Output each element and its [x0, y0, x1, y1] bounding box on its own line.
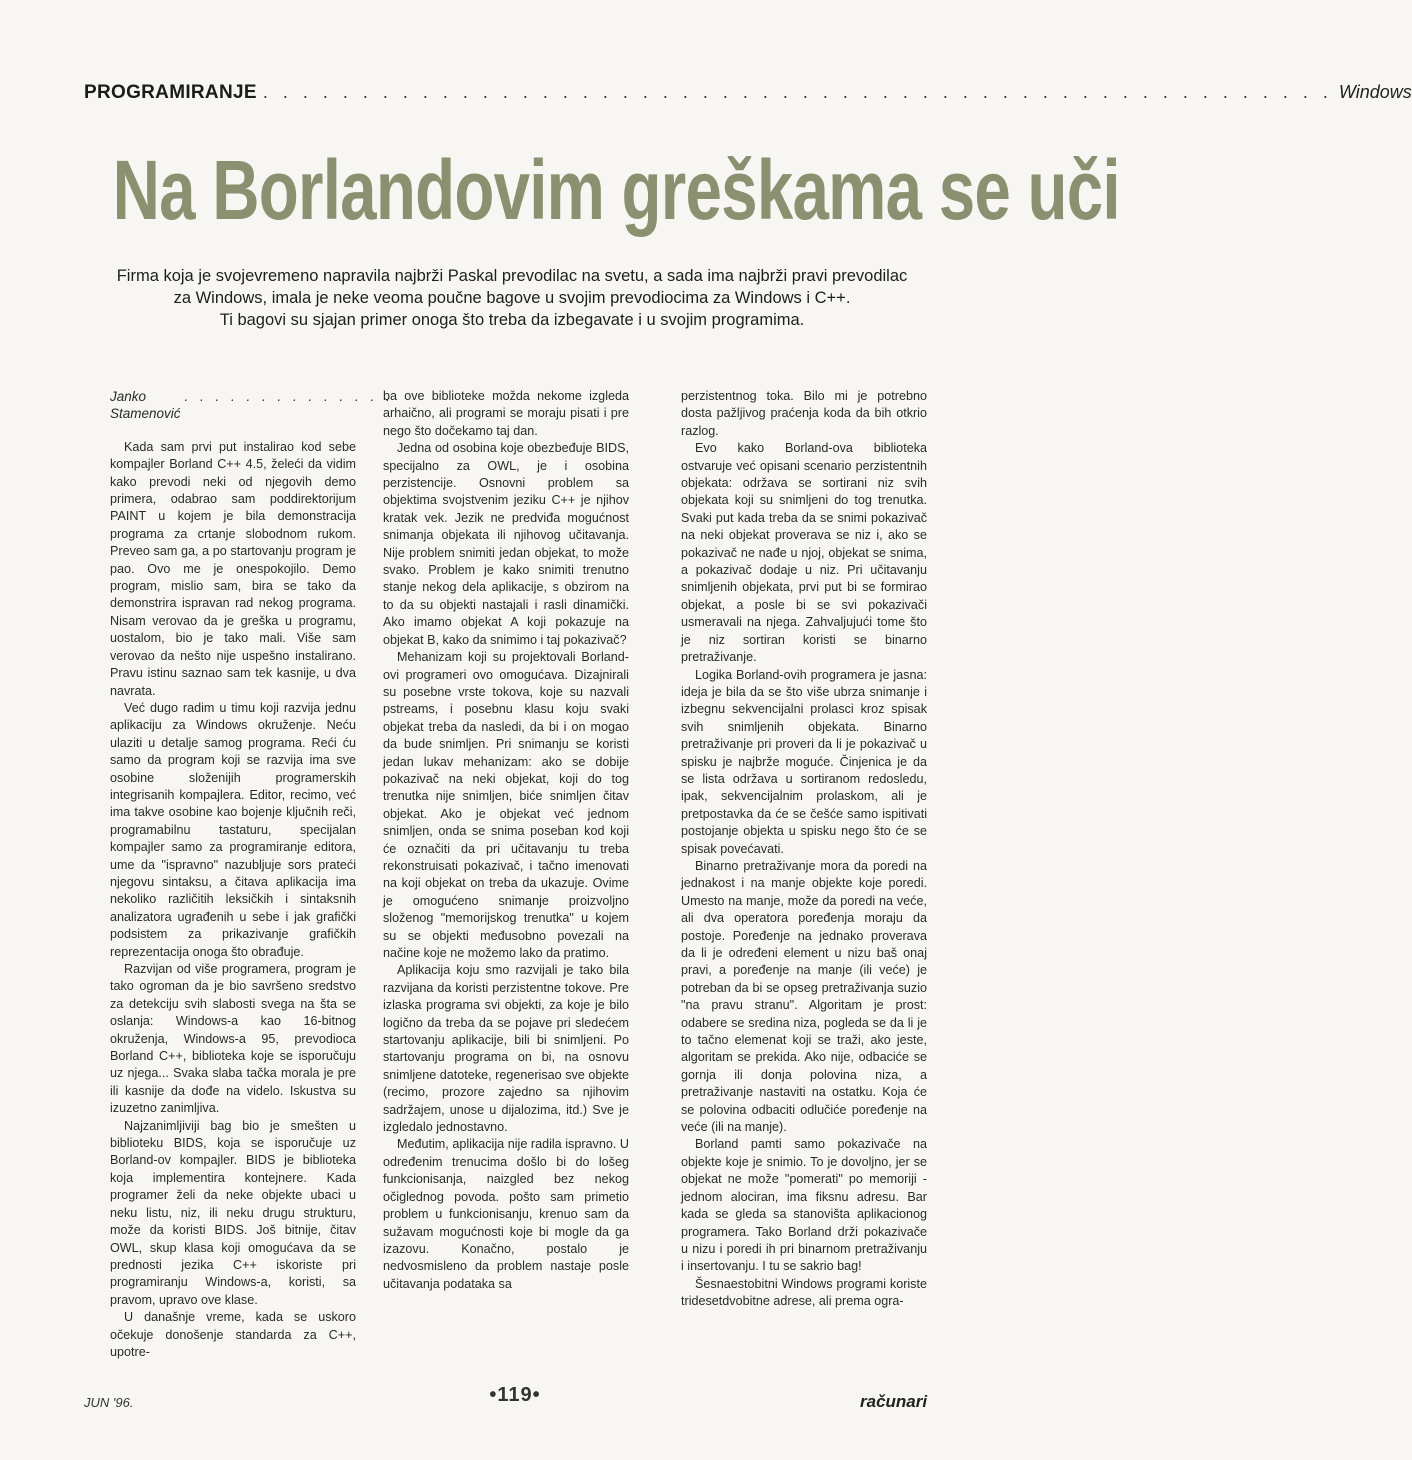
- issue-date: JUN '96.: [84, 1395, 134, 1410]
- text-column-3: [681, 388, 927, 1311]
- page-number: •119•: [489, 1384, 541, 1406]
- running-header: [84, 82, 1412, 108]
- paragraph: Binarno pretraživanje mora da poredi na jednakost i na manje objekte koje poredi. Umesto na manje, može da poredi na veće, ali dva operatora poređenja moraju da postoje. Poređenje na jednako proverava da li je određeni element u nizu baš onaj pravi, a poređenje na manje (ili veće) je potreban da bi se opseg pretraživanja suzio "na pravu stranu". Algoritam je prost: odabere se sredina niza, pogleda se da li je to tačno elemenat koji se traži, ako jeste, algoritam se prekida. Ako nije, odbaciće se gornja ili donja polovina niza, a pretraživanje nastaviti na ostatku. Koja će se polovina odbaciti odlučiće poređenje na veće (ili na manje).: [681, 858, 927, 1135]
- paragraph: Aplikacija koju smo razvijali je tako bila razvijana da koristi perzistentne tokove. Pre izlaska programa svi objekti, za koje je bilo logično da treba da se pojave pri sledećem startovanju aplikacije, bili bi snimljeni. Po startovanju programa on bi, na osnovu snimljene datoteke, regenerisao sve objekte (recimo, prozore zajedno sa njihovim sadržajem, unose u dijalozima, itd.) Sve je izgledalo jednostavno.: [383, 963, 629, 1135]
- author-dots: . . . . . . . . . . . . . .: [184, 389, 394, 404]
- author-name: Janko Stamenović: [110, 389, 181, 422]
- paragraph: perzistentnog toka. Bilo mi je potrebno dosta pažljivog praćenja koda da bih otkrio razlog.: [681, 389, 927, 438]
- paragraph: Logika Borland-ovih programera je jasna: ideja je bila da se što više ubrza snimanje i izbegnu sekvencijalni prolasci kroz spisak svih snimljenih objekata. Binarno pretraživanje pri proveri da li je pokazivač u spisku je najbrže moguće. Činjenica je da se lista održava u sortiranom redosledu, ipak, sekvencijalnim prolaskom, ali je pretpostavka da će se češće samo ispitivati postojanje objekta u spisku nego što će se spisak povećavati.: [681, 667, 927, 856]
- paragraph: Već dugo radim u timu koji razvija jednu aplikaciju za Windows okruženje. Neću ulaziti u detalje samog programa. Reći ću samo da program koji se razvija ima sve osobine složenijih programerskih integrisanih kompajlera. Editor, recimo, već ima takve osobine kao bojenje ključnih reči, programabilnu tastaturu, specijalan kompajler samo za programiranje editora, ume da "ispravno" nazubljuje sors prateći njegovu sintaksu, a čitava aplikacija ima nekoliko različitih leksičkih i sintaksnih analizatora ugrađenih u sebe i jak grafički podsistem za prikazivanje grafičkih reprezentacija onoga što obrađuje.: [110, 700, 356, 959]
- author-byline: [110, 388, 394, 423]
- paragraph: U današnje vreme, kada se uskoro očekuje donošenje standarda za C++, upotre-: [110, 1310, 356, 1359]
- lead-line: Firma koja je svojevremeno napravila najbrži Paskal prevodilac na svetu, a sada ima najbrži pravi prevodilac: [116, 267, 908, 285]
- article-title: Na Borlandovim greškama se uči: [112, 143, 1120, 237]
- magazine-name: računari: [860, 1392, 928, 1411]
- header-dots: . . . . . . . . . . . . . . . . . . . . . . . . . . . . . . . . . . . . . . . . . . . . . . . . . . . . . .: [262, 82, 1333, 102]
- paragraph: Evo kako Borland-ova biblioteka ostvaruje već opisani scenario perzistentnih objekata: održava se sortirani niz svih objekata koji su snimljeni do tog trenutka. Svaki put kada treba da se snimi pokazivač na neki objekat proverava se niz i, ako se pokazivač ne nađe u njoj, objekat se snima, a pokazivač dodaje u niz. Pri učitavanju snimljenih objekata, prvi put bi se formirao objekat, a posle bi se svi pokazivači usmeravali na njega. Zahvaljujući tome što je niz sortiran koristi se binarno pretraživanje.: [681, 441, 927, 665]
- paragraph: ba ove biblioteke možda nekome izgleda arhaično, ali programi se moraju pisati i pre nego što dočekamo taj dan.: [383, 389, 629, 438]
- paragraph: Razvijan od više programera, program je tako ogroman da je bio savršeno sredstvo za detekciju svih slabosti svega na šta se oslanja: Windows-a kao 16-bitnog okruženja, Windows-a 95, prevodioca Borland C++, biblioteka koje se isporučuju uz njega... Svaka slaba tačka morala je pre ili kasnije da dođe na videlo. Iskustva su izuzetno zanimljiva.: [110, 962, 356, 1116]
- lead-line: Ti bagovi su sjajan primer onoga što treba da izbegavate i u svojim programima.: [219, 311, 805, 329]
- article-lead: [90, 265, 934, 331]
- lead-line: za Windows, imala je neke veoma poučne bagove u svojim prevodiocima za Windows i C++.: [173, 289, 851, 307]
- paragraph: Mehanizam koji su projektovali Borland-ovi programeri ovo omogućava. Dizajnirali su posebne vrste tokova, koje su nazvali pstreams, i posebnu klasu koju svaki objekat treba da nasledi, da bi i on mogao da bude snimljen. Pri snimanju se koristi jedan lukav mehanizam: ako se dobije pokazivač na neki objekat, koji do tog trenutka nije snimljen, biće snimljen čitav objekat. Ako je objekat već jednom snimljen, onda se snima poseban kod koji će označiti da pri učitavanju tu treba rekonstruisati pokazivač, i tačno imenovati na koji objekat on treba da ukazuje. Ovime je omogućeno snimanje proizvoljno složenog "memorijskog trenutka" u kojem su se objekti međusobno povezali na načine koje ne možemo lako da pratimo.: [383, 650, 629, 960]
- paragraph: Jedna od osobina koje obezbeđuje BIDS, specijalno za OWL, je i osobina perzistencije. Osnovni problem sa objektima svojstvenim jeziku C++ je njihov kratak vek. Jezik ne predviđa mogućnost snimanja objekata ili njihovog učitavanja. Nije problem snimiti jedan objekat, to može svako. Problem je kako snimiti trenutno stanje nekog dela aplikacije, s obzirom na to da su objekti nastajali i rasli dinamički. Ako imamo objekat A koji pokazuje na objekat B, kako da snimimo i taj pokazivač?: [383, 441, 629, 647]
- section-label: PROGRAMIRANJE: [84, 82, 257, 103]
- text-column-2: [383, 388, 629, 1293]
- paragraph: Međutim, aplikacija nije radila ispravno. U određenim trenucima došlo bi do lošeg funkcionisanja, naizgled bez nekog očiglednog povoda. pošto sam primetio problem u funkcionisanju, krenuo sam da sužavam mogućnosti koje bi mogle da ga izazovu. Konačno, postalo je nedvosmisleno da problem nastaje posle učitavanja podataka sa: [383, 1137, 629, 1291]
- text-column-1: [110, 388, 394, 1361]
- category-label: Windows: [1338, 82, 1412, 102]
- paragraph: Najzanimljiviji bag bio je smešten u biblioteku BIDS, koja se isporučuje uz Borland-ov kompajler. BIDS je biblioteka koja implementira kontejnere. Kada programer želi da neke objekte ubaci u neku listu, niz, ili neku drugu strukturu, može da koristi BIDS. Još bitnije, čitav OWL, skup klasa koji omogućava da se prednosti jezika C++ iskoriste pri programiranju Windows-a, koristi, sa pravom, upravo ove klase.: [110, 1118, 356, 1307]
- paragraph: Kada sam prvi put instalirao kod sebe kompajler Borland C++ 4.5, želeći da vidim kako prevodi neki od njegovih demo primera, odabrao sam poddirektorijum PAINT u kojem je bila demonstracija programa za crtanje slobodnom rukom. Preveo sam ga, a po startovanju program je pao. Ovo me je onespokojilo. Demo program, mislio sam, bira se tako da demonstrira ispravan rad nekog programa. Nisam verovao da je greška u programu, uostalom, bio je tako mali. Više sam verovao da nešto nije uspešno instalirano. Pravu istinu saznao sam tek kasnije, u dva navrata.: [110, 439, 356, 698]
- paragraph: Šesnaestobitni Windows programi koriste tridesetdvobitne adrese, ali prema ogra-: [681, 1276, 927, 1309]
- paragraph: Borland pamti samo pokazivače na objekte koje je snimio. To je dovoljno, jer se objekat ne može "pomerati" po memoriji - jednom alociran, ima fiksnu adresu. Bar kada se gleda sa stanovišta aplikacionog programera. Tako Borland drži pokazivače u nizu i poredi ih pri binarnom pretraživanju i insertovanju. I tu se sakrio bag!: [681, 1137, 927, 1274]
